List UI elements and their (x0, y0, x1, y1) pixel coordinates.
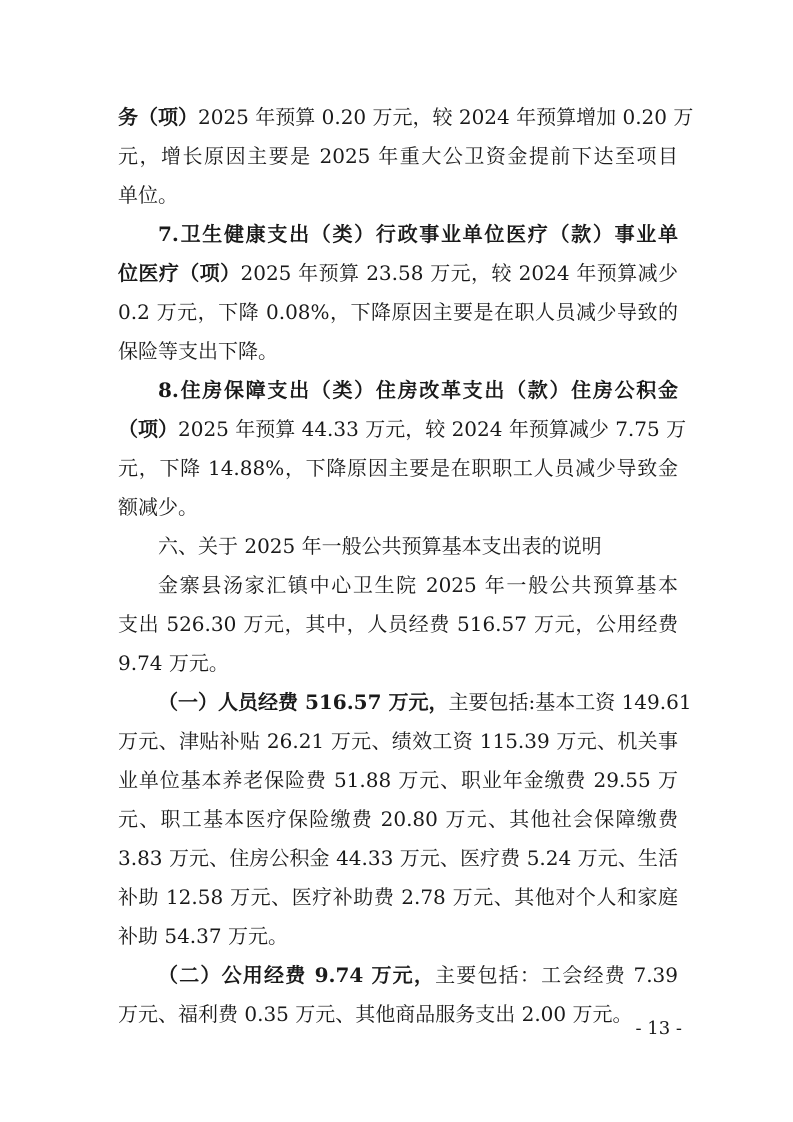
p6-line-2 (118, 723, 678, 759)
p3-line-3-text: 元，下降 14.88%，下降原因主要是在职职工人员减少导致金 (118, 456, 678, 480)
p3-line-3 (118, 450, 678, 486)
p3-heading: 8.住房保障支出（类）住房改革支出（款）住房公积金 (158, 378, 678, 402)
p2-heading: 7.卫生健康支出（类）行政事业单位医疗（款）事业单 (158, 222, 678, 246)
p5-line-1-text: 金寨县汤家汇镇中心卫生院 2025 年一般公共预算基本 (158, 573, 678, 597)
p6-line-6-text: 补助 12.58 万元、医疗补助费 2.78 万元、其他对个人和家庭 (118, 885, 678, 909)
p1-line-2-text: 元，增长原因主要是 2025 年重大公卫资金提前下达至项目 (118, 144, 678, 168)
p5-line-2-text: 支出 526.30 万元，其中，人员经费 516.57 万元，公用经费 (118, 612, 678, 636)
p5-line-3-text: 9.74 万元。 (118, 651, 229, 675)
p2-line-4-text: 保险等支出下降。 (118, 339, 278, 363)
p5-line-3 (118, 645, 678, 681)
p6-line-5-text: 3.83 万元、住房公积金 44.33 万元、医疗费 5.24 万元、生活 (118, 846, 678, 870)
p6-line-5 (118, 840, 678, 876)
p6-line-3 (118, 762, 678, 798)
p6-line-3-text: 业单位基本养老保险费 51.88 万元、职业年金缴费 29.55 万 (118, 768, 678, 792)
p5-line-2 (118, 606, 678, 642)
section-heading-6 (158, 528, 678, 564)
p3-line-4 (118, 489, 678, 525)
p1-heading-tail: 务（项） (118, 105, 198, 129)
p6-heading: （一）人员经费 516.57 万元， (158, 690, 449, 714)
p6-line-7-text: 补助 54.37 万元。 (118, 924, 288, 948)
p3-line-4-text: 额减少。 (118, 495, 198, 519)
p2-line-3-text: 0.2 万元，下降 0.08%，下降原因主要是在职人员减少导致的 (118, 300, 678, 324)
p2-line-1 (158, 216, 678, 252)
p6-line-1-text: 主要包括:基本工资 149.61 (448, 690, 692, 714)
p7-line-1-text: 主要包括：工会经费 7.39 (435, 963, 678, 987)
p3-line-1 (158, 372, 678, 408)
section-heading-6-text: 六、关于 2025 年一般公共预算基本支出表的说明 (158, 534, 602, 558)
p1-line-3 (118, 177, 678, 213)
p1-line-2 (118, 138, 678, 174)
p1-line-1 (118, 99, 694, 135)
p6-line-4 (118, 801, 678, 837)
p2-line-3 (118, 294, 678, 330)
p6-line-2-text: 万元、津贴补贴 26.21 万元、绩效工资 115.39 万元、机关事 (118, 729, 678, 753)
p6-line-6 (118, 879, 678, 915)
p6-line-7 (118, 918, 678, 954)
p2-line-2-text: 2025 年预算 23.58 万元，较 2024 年预算减少 (240, 261, 678, 285)
p1-line-1-text: 2025 年预算 0.20 万元，较 2024 年预算增加 0.20 万 (198, 105, 694, 129)
page-number: - 13 - (635, 1018, 682, 1039)
p6-line-4-text: 元、职工基本医疗保险缴费 20.80 万元、其他社会保障缴费 (118, 807, 678, 831)
p7-line-2-text: 万元、福利费 0.35 万元、其他商品服务支出 2.00 万元。 (118, 1002, 633, 1026)
p7-heading: （二）公用经费 9.74 万元， (158, 963, 436, 987)
p3-line-2-text: 2025 年预算 44.33 万元，较 2024 年预算减少 7.75 万 (178, 417, 687, 441)
p3-line-2 (118, 411, 687, 447)
p1-line-3-text: 单位。 (118, 183, 178, 207)
p3-heading-tail: （项） (118, 417, 178, 441)
p2-line-4 (118, 333, 678, 369)
p2-line-2 (118, 255, 678, 291)
p6-line-1 (158, 684, 692, 720)
p2-heading-tail: 位医疗（项） (118, 261, 241, 285)
p7-line-2 (118, 996, 678, 1032)
p5-line-1 (158, 567, 678, 603)
p7-line-1 (158, 957, 678, 993)
